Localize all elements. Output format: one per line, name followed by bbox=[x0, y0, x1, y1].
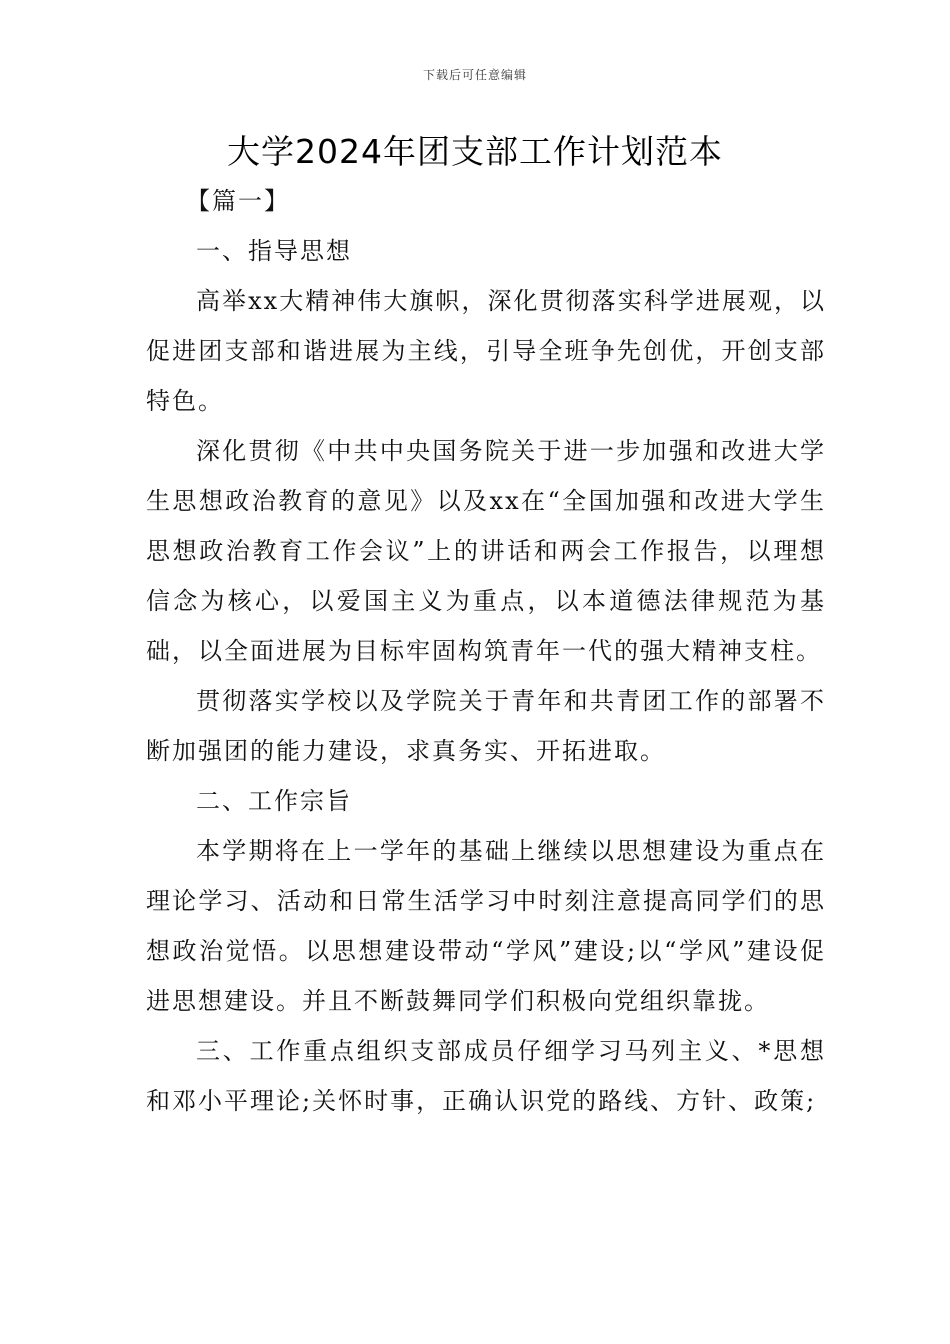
paragraph: 本学期将在上一学年的基础上继续以思想建设为重点在理论学习、活动和日常生活学习中时刻注意提高同学们的思想政治觉悟。以思想建设带动“学风”建设;以“学风”建设促进思想建设。并且不断鼓舞同学们积极向党组织靠拢。 bbox=[146, 837, 826, 1015]
heading-guiding-ideology: 一、指导思想 bbox=[196, 237, 352, 265]
paragraph: 高举xx大精神伟大旗帜，深化贯彻落实科学进展观，以促进团支部和谐进展为主线，引导全班争先创优，开创支部特色。 bbox=[146, 287, 826, 415]
paragraph: 三、工作重点组织支部成员仔细学习马列主义、*思想和邓小平理论;关怀时事，正确认识党的路线、方针、政策; bbox=[146, 1037, 826, 1115]
document-body bbox=[146, 176, 826, 1126]
paragraph: 贯彻落实学校以及学院关于青年和共青团工作的部署不断加强团的能力建设，求真务实、开拓进取。 bbox=[146, 687, 826, 765]
paragraph: 深化贯彻《中共中央国务院关于进一步加强和改进大学生思想政治教育的意见》以及xx在“全国加强和改进大学生思想政治教育工作会议”上的讲话和两会工作报告，以理想信念为核心，以爱国主义为重点，以本道德法律规范为基础，以全面进展为目标牢固构筑青年一代的强大精神支柱。 bbox=[146, 437, 826, 665]
header-note: 下载后可任意编辑 bbox=[422, 68, 527, 82]
heading-work-purpose: 二、工作宗旨 bbox=[196, 787, 352, 815]
document-title: 大学2024年团支部工作计划范本 bbox=[227, 132, 723, 171]
section-label: 【篇一】 bbox=[186, 187, 290, 215]
